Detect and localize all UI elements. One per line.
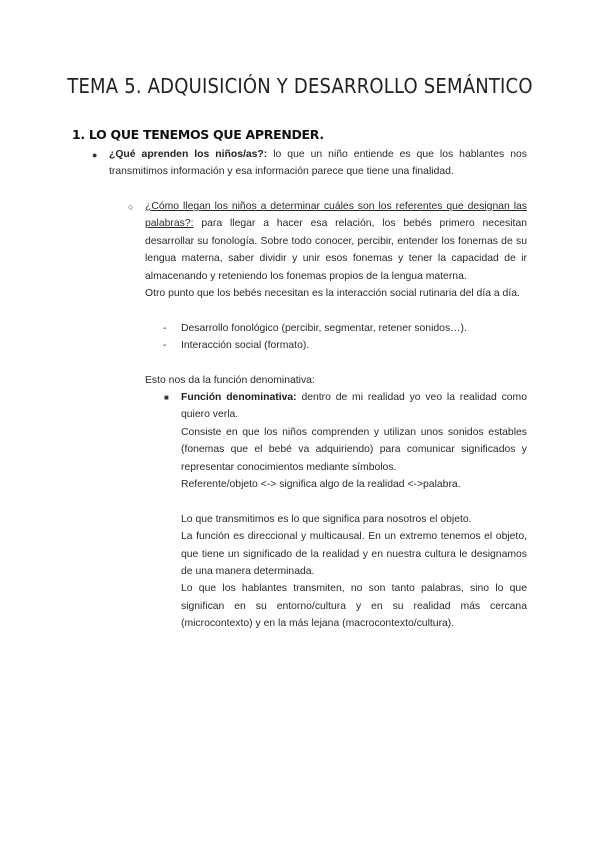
dash-item-social: Interacción social (formato). bbox=[181, 340, 310, 351]
function-paragraph-3: Referente/objeto <-> significa algo de la realidad <->palabra. bbox=[181, 479, 461, 491]
sub-bullet-block bbox=[145, 198, 527, 302]
dash-marker: - bbox=[163, 323, 167, 334]
bullet-question: ¿Qué aprenden los niños/as?: bbox=[109, 149, 268, 160]
bullet-text: lo que un niño entiende es que los hablantes nos transmitimos información y esa información parece que tiene una finalidad. bbox=[109, 149, 527, 178]
function-text: dentro de mi realidad yo veo la realidad como quiero verla. bbox=[181, 392, 527, 421]
intro-text: Esto nos da la función denominativa: bbox=[145, 375, 315, 386]
bullet-marker: ● bbox=[92, 150, 98, 160]
function-label: Función denominativa: bbox=[181, 392, 297, 403]
function-paragraph-6: Lo que los hablantes transmiten, no son tanto palabras, sino lo que significan en su entorno/cultura y en su realidad más cercana (microcontexto) y en la más lejana (macrocontexto/cultura). bbox=[181, 583, 527, 630]
function-paragraph-4: Lo que transmitimos es lo que significa para nosotros el objeto. bbox=[181, 513, 472, 525]
square-bullet-block bbox=[181, 389, 527, 633]
dash-item-phonology: Desarrollo fonológico (percibir, segmentar, retener sonidos…). bbox=[181, 323, 467, 334]
bullet-paragraph bbox=[109, 146, 527, 181]
sub-bullet-paragraph bbox=[145, 198, 527, 285]
square-bullet-marker: ■ bbox=[164, 393, 169, 402]
function-definition bbox=[181, 389, 527, 424]
function-paragraph-2: Consiste en que los niños comprenden y utilizan unos sonidos estables (fonemas que el bebé va adquiriendo) para comunicar significados y representar conocimientos mediante símbolos. bbox=[181, 426, 527, 473]
sub-bullet-text2: Otro punto que los bebés necesitan es la interacción social rutinaria del día a día. bbox=[145, 288, 520, 300]
section-heading: 1. LO QUE TENEMOS QUE APRENDER. bbox=[72, 127, 324, 142]
sub-bullet-question: ¿Cómo llegan los niños a determinar cuáles son los referentes que designan las palabras?: bbox=[145, 201, 527, 230]
sub-bullet-marker: ○ bbox=[128, 202, 134, 212]
dash-marker: - bbox=[163, 340, 167, 351]
page-title: TEMA 5. ADQUISICIÓN Y DESARROLLO SEMÁNTICO bbox=[67, 74, 533, 98]
function-paragraph-5: La función es direccional y multicausal. En un extremo tenemos el objeto, que tiene un significado de la realidad y en nuestra cultura le designamos de una manera determinada. bbox=[181, 531, 527, 578]
sub-bullet-text: para llegar a hacer esa relación, los bebés primero necesitan desarrollar su fonología. Sobre todo conocer, percibir, entender los fonemas de su lengua materna, saber dividir y unir esos fonemas y tener la capacidad de ir almacenando y reteniendo los fonemas propios de la lengua materna. bbox=[145, 218, 527, 282]
